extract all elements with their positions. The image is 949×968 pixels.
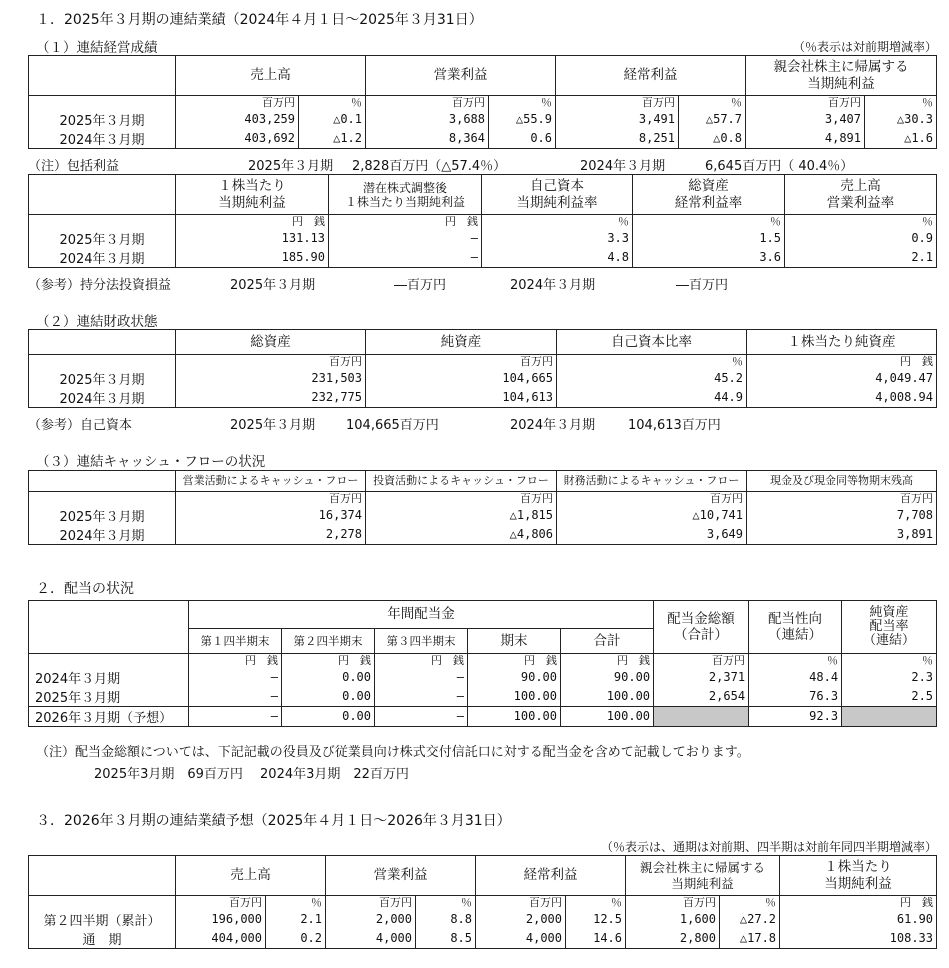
- unit: ％: [299, 96, 366, 110]
- cash-flow-table: [28, 470, 937, 545]
- unit: 円 銭: [747, 355, 937, 369]
- table-row: [29, 388, 937, 408]
- row-label: 2024年３月期: [29, 388, 176, 408]
- header-roe: 自己資本 当期純利益率: [482, 175, 633, 215]
- row-label: 2025年３月期: [29, 369, 176, 388]
- header-q1: 第１四半期末: [189, 629, 282, 654]
- table-row: [29, 110, 937, 129]
- cell: 4,049.47: [747, 369, 937, 388]
- cell: 45.2: [557, 369, 747, 388]
- unit: 円 銭: [561, 654, 654, 668]
- cell: △27.2: [720, 910, 780, 929]
- header-net-income: 親会社株主に帰属する 当期純利益: [746, 56, 937, 96]
- cell: △57.7: [679, 110, 746, 129]
- unit: ％: [557, 355, 747, 369]
- row-label: 2025年３月期: [29, 110, 176, 129]
- table-row: [29, 706, 937, 726]
- header-financing-cf: 財務活動によるキャッシュ・フロー: [557, 471, 747, 492]
- shaded-cell: [842, 706, 937, 726]
- unit: 百万円: [556, 96, 679, 110]
- cell: 8,364: [366, 129, 489, 149]
- unit: ％: [416, 896, 476, 910]
- unit: 百万円: [626, 896, 720, 910]
- cell: ―: [329, 248, 482, 268]
- cell: ―: [189, 668, 282, 687]
- header-operating-cf: 営業活動によるキャッシュ・フロー: [176, 471, 366, 492]
- cell: 100.00: [468, 706, 561, 726]
- cell: 231,503: [176, 369, 366, 388]
- unit: 百万円: [176, 96, 299, 110]
- header-total-dividend: 配当金総額 （合計）: [654, 601, 749, 654]
- cell: 2.5: [842, 687, 937, 707]
- unit: 百万円: [366, 492, 557, 506]
- unit: 百万円: [176, 355, 366, 369]
- cell: 1,600: [626, 910, 720, 929]
- unit: ％: [749, 654, 842, 668]
- section3-title: ３．2026年３月期の連結業績予想（2025年４月１日～2026年３月31日）: [36, 813, 511, 829]
- per-share-ratios-table: [28, 174, 937, 268]
- period-label: 2024年３月期: [580, 159, 666, 174]
- cell: 0.00: [282, 668, 375, 687]
- cell: 16,374: [176, 506, 366, 525]
- table-row: [29, 129, 937, 149]
- cell: 3,407: [746, 110, 865, 129]
- unit: 円 銭: [282, 654, 375, 668]
- table-row: [29, 687, 937, 707]
- sub1-title: （１）連結経営成績: [36, 40, 158, 56]
- cell: 0.2: [266, 929, 326, 949]
- unit: ％: [842, 654, 937, 668]
- equity-capital-label: （参考）自己資本: [28, 418, 133, 433]
- header-net-assets: 純資産: [366, 330, 557, 355]
- cell: 1.5: [633, 229, 785, 248]
- header-equity-ratio: 自己資本比率: [557, 330, 747, 355]
- cell: 4,008.94: [747, 388, 937, 408]
- unit: 百万円: [176, 896, 266, 910]
- header-operating-income: 営業利益: [366, 56, 556, 96]
- unit: ％: [482, 215, 633, 229]
- unit: 百万円: [557, 492, 747, 506]
- cell: 100.00: [468, 687, 561, 707]
- period-label: 2025年３月期: [230, 278, 316, 293]
- comprehensive-income-label: （注）包括利益: [28, 159, 120, 174]
- value: 104,665百万円: [346, 418, 439, 433]
- unit: ％: [489, 96, 556, 110]
- unit: 円 銭: [329, 215, 482, 229]
- corner-cell: [29, 56, 176, 96]
- table-row: [29, 525, 937, 545]
- header-eps: １株当たり 当期純利益: [780, 856, 937, 896]
- cell: 196,000: [176, 910, 266, 929]
- header-year-end: 期末: [468, 629, 561, 654]
- header-payout-ratio: 配当性向 （連結）: [749, 601, 842, 654]
- cell: 403,259: [176, 110, 299, 129]
- cell: 232,775: [176, 388, 366, 408]
- table-row: [29, 910, 937, 929]
- header-net-income: 親会社株主に帰属する 当期純利益: [626, 856, 780, 896]
- unit: 百万円: [654, 654, 749, 668]
- unit: 百万円: [326, 896, 416, 910]
- row-label: 2024年３月期: [29, 248, 176, 268]
- financial-position-table: [28, 329, 937, 408]
- cell: ―: [375, 706, 468, 726]
- cell: 2.1: [266, 910, 326, 929]
- value: 6,645百万円（ 40.4％）: [705, 159, 854, 174]
- cell: 403,692: [176, 129, 299, 149]
- cell: 108.33: [780, 929, 937, 949]
- cell: 90.00: [561, 668, 654, 687]
- dividends-table: [28, 600, 937, 727]
- cell: 2,000: [326, 910, 416, 929]
- row-label: 2026年３月期（予想）: [29, 706, 189, 726]
- table-row: [29, 929, 937, 949]
- dividend-note: （注）配当金総額については、下記記載の役員及び従業員向け株式交付信託口に対する配当金を含めて記載しております。: [36, 745, 750, 760]
- cell: 14.6: [566, 929, 626, 949]
- cell: 185.90: [176, 248, 329, 268]
- cell: 404,000: [176, 929, 266, 949]
- cell: 104,665: [366, 369, 557, 388]
- unit: ％: [633, 215, 785, 229]
- cell: 4,000: [476, 929, 566, 949]
- cell: △30.3: [865, 110, 937, 129]
- unit: 円 銭: [468, 654, 561, 668]
- unit: ％: [785, 215, 937, 229]
- row-label: 2024年３月期: [29, 129, 176, 149]
- unit: 百万円: [746, 96, 865, 110]
- cell: ―: [375, 668, 468, 687]
- equity-method-label: （参考）持分法投資損益: [28, 278, 172, 293]
- unit: ％: [720, 896, 780, 910]
- cell: 3,688: [366, 110, 489, 129]
- cell: 0.6: [489, 129, 556, 149]
- header-ordinary-income: 経常利益: [476, 856, 626, 896]
- row-label: 通 期: [29, 929, 176, 949]
- cell: ―: [329, 229, 482, 248]
- sub2-title: （２）連結財政状態: [36, 314, 158, 330]
- table-row: [29, 369, 937, 388]
- cell: 76.3: [749, 687, 842, 707]
- cell: 12.5: [566, 910, 626, 929]
- table-row: [29, 668, 937, 687]
- value: ―百万円: [676, 278, 729, 293]
- cell: 0.9: [785, 229, 937, 248]
- cell: △1,815: [366, 506, 557, 525]
- cell: 131.13: [176, 229, 329, 248]
- header-doe: 純資産 配当率 （連結）: [842, 601, 937, 654]
- cell: 2,371: [654, 668, 749, 687]
- unit: 円 銭: [176, 215, 329, 229]
- cell: 2,278: [176, 525, 366, 545]
- cell: 4,891: [746, 129, 865, 149]
- cell: 3.3: [482, 229, 633, 248]
- unit: 百万円: [747, 492, 937, 506]
- unit: ％: [679, 96, 746, 110]
- header-q2: 第２四半期末: [282, 629, 375, 654]
- value: 104,613百万円: [628, 418, 721, 433]
- header-diluted-eps: 潜在株式調整後 １株当たり当期純利益: [329, 175, 482, 215]
- row-label: 2025年３月期: [29, 229, 176, 248]
- cell: 48.4: [749, 668, 842, 687]
- cell: 2.1: [785, 248, 937, 268]
- cell: 4.8: [482, 248, 633, 268]
- table-row: [29, 248, 937, 268]
- cell: 8.5: [416, 929, 476, 949]
- dividend-note-amounts: 2025年3月期 69百万円 2024年3月期 22百万円: [94, 767, 409, 782]
- sub1-note: （％表示は対前期増減率）: [792, 40, 937, 54]
- row-label: 2024年３月期: [29, 525, 176, 545]
- unit: 百万円: [176, 492, 366, 506]
- period-label: 2024年３月期: [510, 418, 596, 433]
- cell: 4,000: [326, 929, 416, 949]
- cell: 3,491: [556, 110, 679, 129]
- header-investing-cf: 投資活動によるキャッシュ・フロー: [366, 471, 557, 492]
- unit: ％: [566, 896, 626, 910]
- section2-title: ２．配当の状況: [36, 581, 134, 597]
- row-label: 第２四半期（累計）: [29, 910, 176, 929]
- header-annual-dividend: 年間配当金: [189, 601, 654, 629]
- header-q3: 第３四半期末: [375, 629, 468, 654]
- value: 2,828百万円（△57.4％）: [352, 159, 507, 174]
- cell: 0.00: [282, 706, 375, 726]
- cell: 61.90: [780, 910, 937, 929]
- unit: 百万円: [366, 96, 489, 110]
- unit: 円 銭: [375, 654, 468, 668]
- cell: 3,649: [557, 525, 747, 545]
- header-total-assets: 総資産: [176, 330, 366, 355]
- period-label: 2024年３月期: [510, 278, 596, 293]
- cell: 2,654: [654, 687, 749, 707]
- cell: 3,891: [747, 525, 937, 545]
- header-eps: １株当たり 当期純利益: [176, 175, 329, 215]
- cell: △10,741: [557, 506, 747, 525]
- forecast-note: （％表示は、通期は対前期、四半期は対前年同四半期増減率）: [600, 840, 937, 854]
- cell: ―: [375, 687, 468, 707]
- cell: △55.9: [489, 110, 556, 129]
- row-label: 2025年３月期: [29, 506, 176, 525]
- header-bps: １株当たり純資産: [747, 330, 937, 355]
- cell: 2,800: [626, 929, 720, 949]
- header-sales: 売上高: [176, 856, 326, 896]
- header-ordinary-income: 経常利益: [556, 56, 746, 96]
- cell: 2.3: [842, 668, 937, 687]
- cell: 8.8: [416, 910, 476, 929]
- forecast-table: [28, 855, 937, 949]
- cell: 92.3: [749, 706, 842, 726]
- table-row: [29, 229, 937, 248]
- cell: 100.00: [561, 706, 654, 726]
- cell: 0.00: [282, 687, 375, 707]
- header-operating-margin: 売上高 営業利益率: [785, 175, 937, 215]
- header-cash-balance: 現金及び現金同等物期末残高: [747, 471, 937, 492]
- period-label: 2025年３月期: [230, 418, 316, 433]
- header-total: 合計: [561, 629, 654, 654]
- table-row: [29, 506, 937, 525]
- section1-title: １．2025年３月期の連結業績（2024年４月１日～2025年３月31日）: [36, 12, 483, 28]
- cell: ―: [189, 706, 282, 726]
- row-label: 2024年３月期: [29, 668, 189, 687]
- cell: 7,708: [747, 506, 937, 525]
- unit: ％: [266, 896, 326, 910]
- cell: △0.1: [299, 110, 366, 129]
- cell: △1.2: [299, 129, 366, 149]
- unit: ％: [865, 96, 937, 110]
- unit: 円 銭: [189, 654, 282, 668]
- unit: 百万円: [366, 355, 557, 369]
- consolidated-results-table: [28, 55, 937, 149]
- header-sales: 売上高: [176, 56, 366, 96]
- cell: △1.6: [865, 129, 937, 149]
- cell: 104,613: [366, 388, 557, 408]
- unit: 百万円: [476, 896, 566, 910]
- unit: 円 銭: [780, 896, 937, 910]
- cell: △4,806: [366, 525, 557, 545]
- cell: 2,000: [476, 910, 566, 929]
- value: ―百万円: [394, 278, 447, 293]
- row-label: 2025年３月期: [29, 687, 189, 707]
- cell: △0.8: [679, 129, 746, 149]
- cell: 90.00: [468, 668, 561, 687]
- cell: 44.9: [557, 388, 747, 408]
- shaded-cell: [654, 706, 749, 726]
- header-operating-income: 営業利益: [326, 856, 476, 896]
- cell: 3.6: [633, 248, 785, 268]
- period-label: 2025年３月期: [248, 159, 334, 174]
- cell: 100.00: [561, 687, 654, 707]
- cell: △17.8: [720, 929, 780, 949]
- cell: 8,251: [556, 129, 679, 149]
- sub3-title: （３）連結キャッシュ・フローの状況: [36, 454, 266, 470]
- cell: ―: [189, 687, 282, 707]
- header-roa: 総資産 経常利益率: [633, 175, 785, 215]
